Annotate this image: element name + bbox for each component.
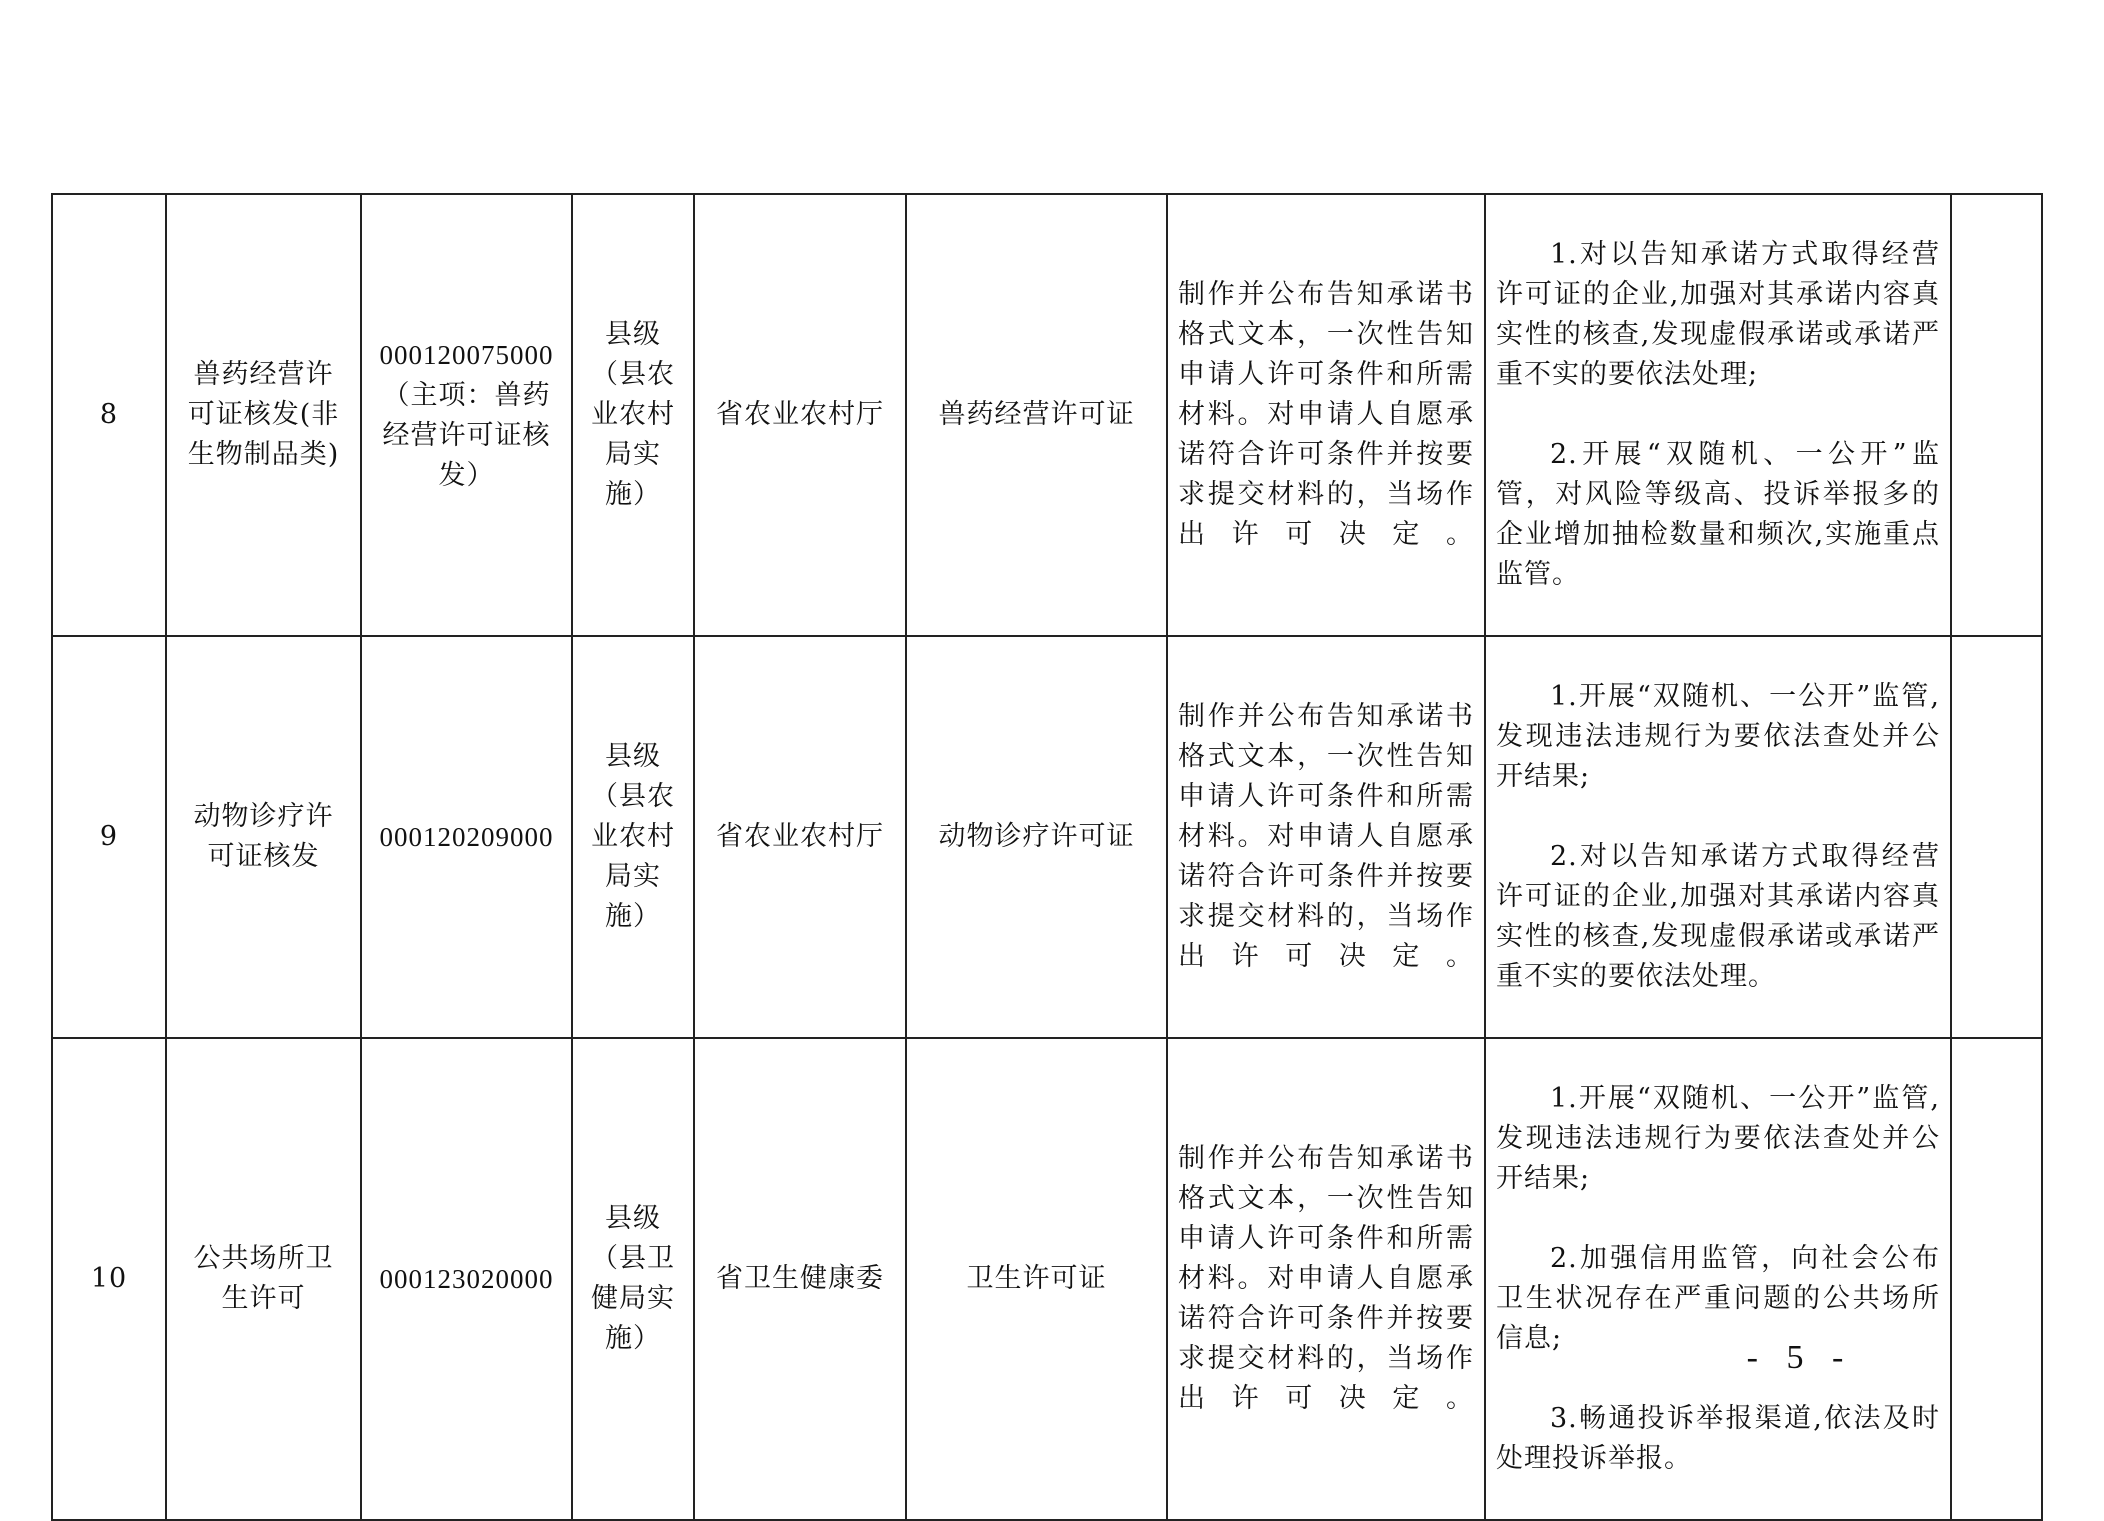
reform-method-cell: [1167, 1038, 1485, 1520]
item-name-cell: 公共场所卫 生许可: [166, 1038, 361, 1520]
supervision-measures-cell: [1485, 636, 1951, 1038]
reform-method-text: 制作并公布告知承诺书格式文本，一次性告知申请人许可条件和所需材料。对申请人自愿承诺符合许可条件并按要求提交材料的，当场作出许可决定。: [1178, 701, 1474, 972]
table-row: [52, 1038, 2042, 1520]
page-number: - 5 -: [1746, 1339, 1854, 1376]
item-number-cell: 9: [52, 636, 166, 1038]
item-code-cell: 000120075000 （主项：兽药 经营许可证核 发）: [361, 194, 572, 636]
supervision-measures-cell: [1485, 194, 1951, 636]
measure-item: 1.开展“双随机、一公开”监管,发现违法违规行为要依法查处并公开结果;: [1496, 681, 1940, 792]
measure-item: 2.开展“双随机、一公开”监管，对风险等级高、投诉举报多的企业增加抽检数量和频次,实施重点监管。: [1496, 439, 1940, 590]
table-row: [52, 636, 2042, 1038]
table-row: [52, 194, 2042, 636]
license-name-cell: 卫生许可证: [906, 1038, 1167, 1520]
reform-method-text: 制作并公布告知承诺书格式文本，一次性告知申请人许可条件和所需材料。对申请人自愿承诺符合许可条件并按要求提交材料的，当场作出许可决定。: [1178, 279, 1474, 550]
approval-level-cell: 县级 （县农 业农村 局实 施）: [572, 636, 694, 1038]
note-cell: [1951, 1038, 2042, 1520]
license-name-cell: 动物诊疗许可证: [906, 636, 1167, 1038]
measure-item: 3.畅通投诉举报渠道,依法及时处理投诉举报。: [1496, 1403, 1940, 1474]
department-cell: 省农业农村厅: [694, 636, 906, 1038]
supervision-measures-cell: [1485, 1038, 1951, 1520]
measure-item: 1.开展“双随机、一公开”监管,发现违法违规行为要依法查处并公开结果;: [1496, 1083, 1940, 1194]
item-code-cell: 000120209000: [361, 636, 572, 1038]
reform-method-text: 制作并公布告知承诺书格式文本，一次性告知申请人许可条件和所需材料。对申请人自愿承诺符合许可条件并按要求提交材料的，当场作出许可决定。: [1178, 1143, 1474, 1414]
measure-item: 2.对以告知承诺方式取得经营许可证的企业,加强对其承诺内容真实性的核查,发现虚假承诺或承诺严重不实的要依法处理。: [1496, 841, 1940, 992]
measure-item: 2.加强信用监管，向社会公布卫生状况存在严重问题的公共场所信息;: [1496, 1243, 1940, 1354]
department-cell: 省卫生健康委: [694, 1038, 906, 1520]
measure-item: 1.对以告知承诺方式取得经营许可证的企业,加强对其承诺内容真实性的核查,发现虚假承诺或承诺严重不实的要依法处理;: [1496, 239, 1940, 390]
item-name-cell: 兽药经营许 可证核发(非 生物制品类): [166, 194, 361, 636]
item-code-cell: 000123020000: [361, 1038, 572, 1520]
department-cell: 省农业农村厅: [694, 194, 906, 636]
item-number-cell: 8: [52, 194, 166, 636]
item-number-cell: 10: [52, 1038, 166, 1520]
permit-table: [51, 193, 2043, 1521]
note-cell: [1951, 194, 2042, 636]
approval-level-cell: 县级 （县卫 健局实 施）: [572, 1038, 694, 1520]
approval-level-cell: 县级 （县农 业农村 局实 施）: [572, 194, 694, 636]
reform-method-cell: [1167, 194, 1485, 636]
item-name-cell: 动物诊疗许 可证核发: [166, 636, 361, 1038]
note-cell: [1951, 636, 2042, 1038]
reform-method-cell: [1167, 636, 1485, 1038]
license-name-cell: 兽药经营许可证: [906, 194, 1167, 636]
